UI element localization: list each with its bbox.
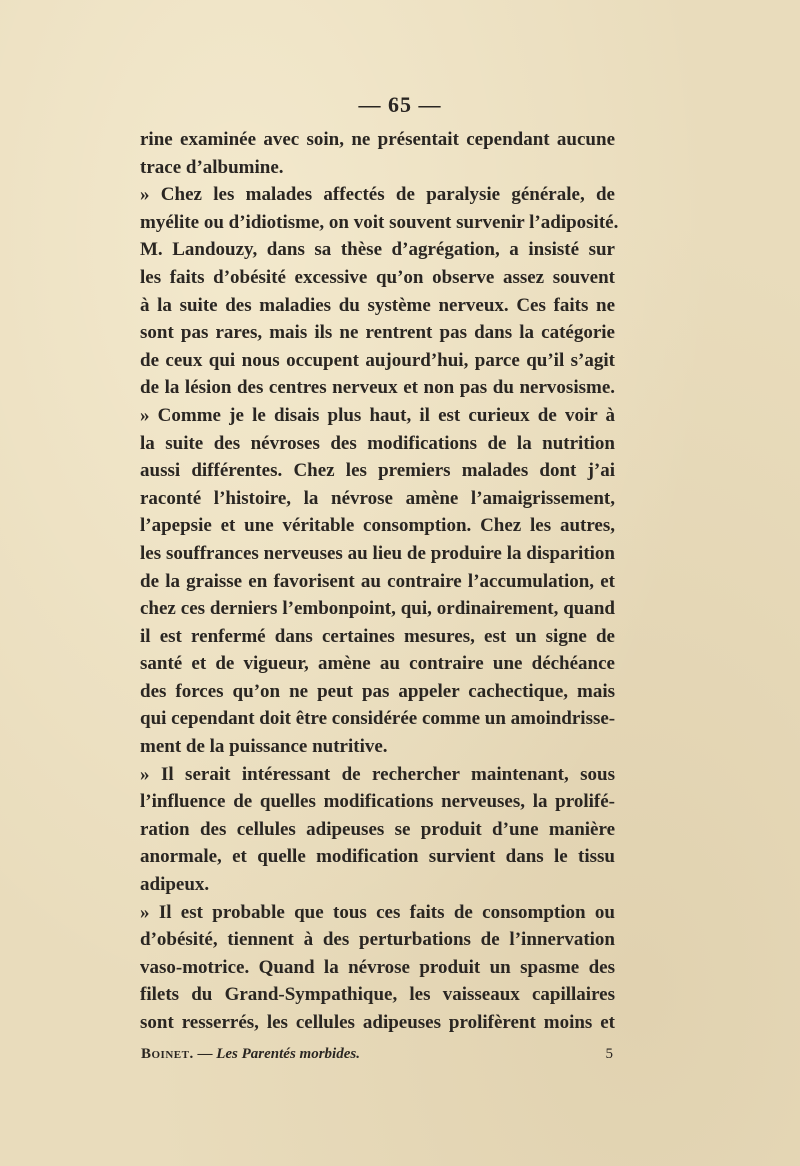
text-line: la suite des névroses des modifications de la nutrition	[140, 432, 615, 454]
text-line: les faits d’obésité excessive qu’on observe assez souvent	[140, 266, 615, 288]
text-line: de la lésion des centres nerveux et non pas du nervosisme.	[140, 377, 615, 399]
signature-mark: 5	[605, 1046, 613, 1062]
text-line: » Comme je le disais plus haut, il est curieux de voir à	[140, 404, 615, 426]
text-line: de la graisse en favorisent au contraire l’accumulation, et	[140, 570, 615, 592]
text-line: ration des cellules adipeuses se produit d’une manière	[140, 818, 615, 840]
text-line: myélite ou d’idiotisme, on voit souvent survenir l’adiposité.	[140, 211, 619, 233]
text-line: filets du Grand-Sympathique, les vaisseaux capillaires	[140, 984, 615, 1006]
text-line: vaso-motrice. Quand la névrose produit un spasme des	[140, 956, 615, 978]
text-line: les souffrances nerveuses au lieu de produire la disparition	[140, 542, 615, 564]
text-line: trace d’albumine.	[140, 156, 284, 178]
text-line: » Il serait intéressant de rechercher maintenant, sous	[140, 763, 615, 785]
text-line: santé et de vigueur, amène au contraire une déchéance	[140, 653, 615, 675]
text-line: l’apepsie et une véritable consomption. Chez les autres,	[140, 515, 615, 537]
page-footer	[141, 1046, 613, 1063]
text-line: adipeux.	[140, 874, 210, 896]
text-line: l’influence de quelles modifications nerveuses, la prolifé-	[140, 791, 615, 813]
text-line: sont pas rares, mais ils ne rentrent pas dans la catégorie	[140, 322, 615, 344]
text-line: anormale, et quelle modification survient dans le tissu	[140, 846, 615, 868]
text-line: de ceux qui nous occupent aujourd’hui, parce qu’il s’agit	[140, 349, 615, 371]
text-line: des forces qu’on ne peut pas appeler cachectique, mais	[140, 680, 615, 702]
text-line: ment de la puissance nutritive.	[140, 736, 388, 758]
text-line: à la suite des maladies du système nerveux. Ces faits ne	[140, 294, 615, 316]
text-line: il est renfermé dans certaines mesures, est un signe de	[140, 625, 615, 647]
text-line: rine examinée avec soin, ne présentait cependant aucune	[140, 129, 615, 150]
footer-dash: —	[197, 1046, 213, 1062]
text-line: raconté l’histoire, la névrose amène l’amaigrissement,	[140, 487, 615, 509]
text-line: chez ces derniers l’embonpoint, qui, ordinairement, quand	[140, 598, 615, 620]
text-line: aussi différentes. Chez les premiers malades dont j’ai	[140, 460, 615, 482]
text-line: qui cependant doit être considérée comme un amoindrisse-	[140, 708, 616, 730]
text-line: M. Landouzy, dans sa thèse d’agrégation, a insisté sur	[140, 239, 615, 261]
footer-title: Les Parentés morbides.	[216, 1046, 360, 1062]
page-number: — 65 —	[358, 92, 442, 117]
text-line: » Il est probable que tous ces faits de consomption ou	[140, 901, 615, 923]
text-line: » Chez les malades affectés de paralysie générale, de	[140, 184, 615, 206]
text-line: sont resserrés, les cellules adipeuses prolifèrent moins et	[140, 1012, 615, 1033]
footer-author: Boinet.	[141, 1046, 194, 1062]
text-line: d’obésité, tiennent à des perturbations de l’innervation	[140, 929, 615, 951]
body-text	[140, 126, 619, 1037]
